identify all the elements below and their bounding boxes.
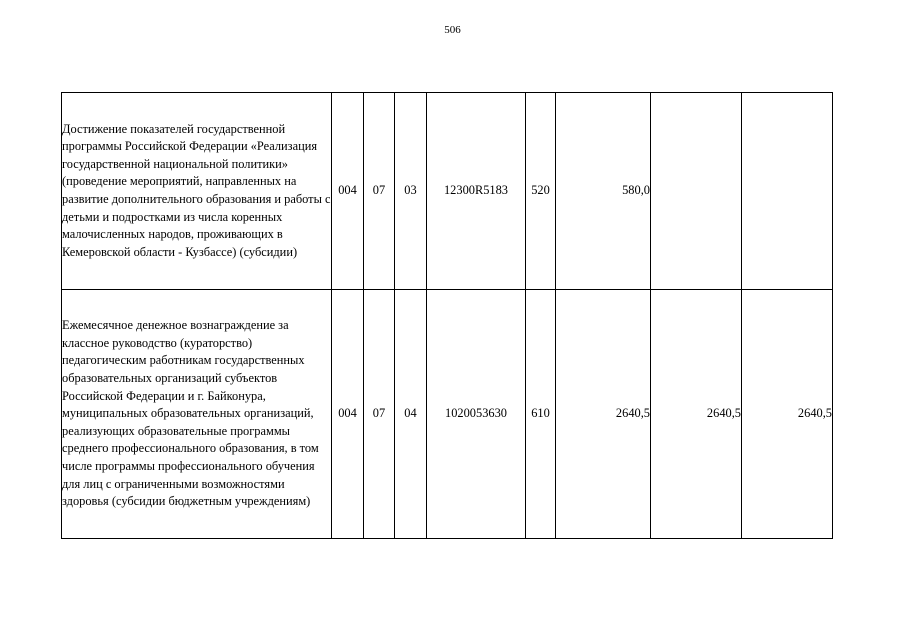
page-number: 506 (444, 24, 461, 36)
target-article-code: 12300R5183 (427, 93, 526, 290)
section-code: 07 (364, 93, 395, 290)
subsection-code: 03 (395, 93, 427, 290)
ministry-code: 004 (332, 93, 364, 290)
budget-table (61, 92, 833, 539)
expense-type-code: 520 (526, 93, 556, 290)
amount-cell: 2640,5 (556, 290, 651, 539)
table-row (62, 290, 833, 539)
amount-cell: 2640,5 (651, 290, 742, 539)
section-code: 07 (364, 290, 395, 539)
target-article-code: 1020053630 (427, 290, 526, 539)
amount-cell: 2640,5 (742, 290, 833, 539)
table-row (62, 93, 833, 290)
amount-cell (742, 93, 833, 290)
expense-type-code: 610 (526, 290, 556, 539)
row-description: Достижение показателей государственной программы Российской Федерации «Реализация государственной национальной политики» (проведение мероприятий, направленных на развитие дополнительного образования и работы с детьми и подростками из числа коренных малочисленных народов, проживающих в Кемеровской области - Кузбассе) (субсидии) (62, 93, 332, 290)
row-description: Ежемесячное денежное вознаграждение за классное руководство (кураторство) педагогическим работникам государственных образовательных организаций субъектов Российской Федерации и г. Байконура, муниципальных образовательных организаций, реализующих образовательные программы среднего профессионального образования, в том числе программы профессионального обучения для лиц с ограниченными возможностями здоровья (субсидии бюджетным учреждениям) (62, 290, 332, 539)
subsection-code: 04 (395, 290, 427, 539)
amount-cell (651, 93, 742, 290)
amount-cell: 580,0 (556, 93, 651, 290)
ministry-code: 004 (332, 290, 364, 539)
